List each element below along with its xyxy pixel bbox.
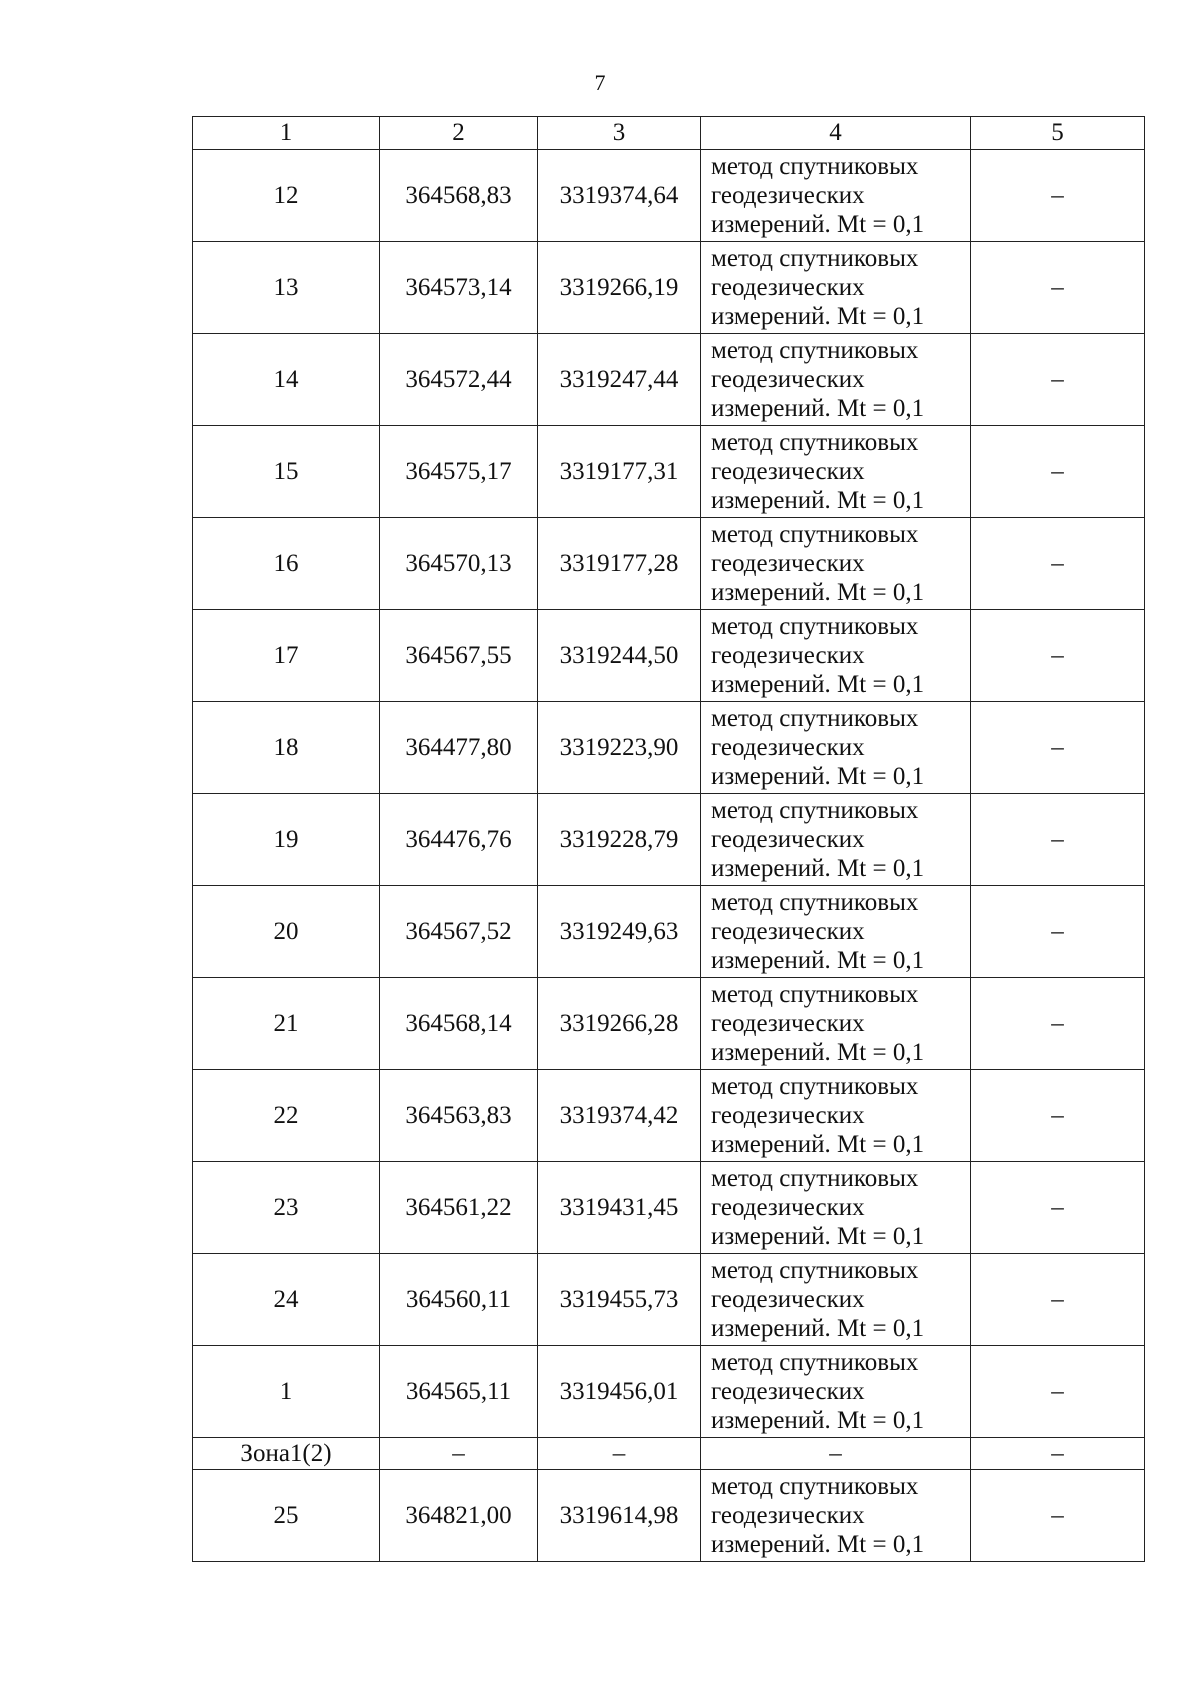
method-cell: [701, 978, 971, 1070]
method-cell: [701, 518, 971, 610]
method-line: измерений. Mt = 0,1: [711, 211, 925, 238]
method-line: метод спутниковых: [711, 337, 919, 364]
method-line: метод спутниковых: [711, 153, 919, 180]
note-cell: –: [971, 334, 1145, 426]
coordinates-table: [192, 116, 1145, 1562]
note-cell: –: [971, 426, 1145, 518]
note-cell: –: [971, 1162, 1145, 1254]
method-line: измерений. Mt = 0,1: [711, 1531, 925, 1558]
method-line: измерений. Mt = 0,1: [711, 1223, 925, 1250]
method-line: измерений. Mt = 0,1: [711, 671, 925, 698]
page-number: 7: [594, 70, 606, 95]
method-line: геодезических: [711, 1502, 865, 1529]
x-coordinate-cell: 364575,17: [380, 426, 538, 518]
y-coordinate-cell: –: [538, 1438, 701, 1470]
point-number-cell: 17: [193, 610, 380, 702]
method-line: метод спутниковых: [711, 1073, 919, 1100]
method-line: метод спутниковых: [711, 797, 919, 824]
note-cell: –: [971, 150, 1145, 242]
table-row: [193, 1346, 1145, 1438]
x-coordinate-cell: 364572,44: [380, 334, 538, 426]
table-row: [193, 610, 1145, 702]
method-line: метод спутниковых: [711, 245, 919, 272]
method-line: измерений. Mt = 0,1: [711, 855, 925, 882]
x-coordinate-cell: 364565,11: [380, 1346, 538, 1438]
method-line: метод спутниковых: [711, 889, 919, 916]
x-coordinate-cell: 364560,11: [380, 1254, 538, 1346]
method-line: измерений. Mt = 0,1: [711, 1315, 925, 1342]
note-cell: –: [971, 794, 1145, 886]
method-line: измерений. Mt = 0,1: [711, 1407, 925, 1434]
y-coordinate-cell: 3319228,79: [538, 794, 701, 886]
point-number-cell: 16: [193, 518, 380, 610]
method-cell: [701, 610, 971, 702]
method-line: метод спутниковых: [711, 1473, 919, 1500]
point-number-cell: 14: [193, 334, 380, 426]
y-coordinate-cell: 3319456,01: [538, 1346, 701, 1438]
table-row: [193, 794, 1145, 886]
method-line: геодезических: [711, 274, 865, 301]
table-row: [193, 1162, 1145, 1254]
method-cell: [701, 794, 971, 886]
method-line: измерений. Mt = 0,1: [711, 1039, 925, 1066]
method-cell: [701, 1070, 971, 1162]
point-number-cell: 21: [193, 978, 380, 1070]
x-coordinate-cell: –: [380, 1438, 538, 1470]
note-cell: –: [971, 1070, 1145, 1162]
method-line: метод спутниковых: [711, 705, 919, 732]
column-header-5: 5: [971, 117, 1145, 150]
method-line: измерений. Mt = 0,1: [711, 947, 925, 974]
note-cell: –: [971, 242, 1145, 334]
table-row: [193, 150, 1145, 242]
y-coordinate-cell: 3319244,50: [538, 610, 701, 702]
method-line: геодезических: [711, 366, 865, 393]
y-coordinate-cell: 3319455,73: [538, 1254, 701, 1346]
y-coordinate-cell: 3319374,42: [538, 1070, 701, 1162]
method-cell: [701, 1162, 971, 1254]
note-cell: –: [971, 1470, 1145, 1562]
y-coordinate-cell: 3319223,90: [538, 702, 701, 794]
point-number-cell: 12: [193, 150, 380, 242]
method-line: геодезических: [711, 1194, 865, 1221]
column-header-1: 1: [193, 117, 380, 150]
method-line: измерений. Mt = 0,1: [711, 303, 925, 330]
point-number-cell: 15: [193, 426, 380, 518]
x-coordinate-cell: 364567,52: [380, 886, 538, 978]
y-coordinate-cell: 3319266,19: [538, 242, 701, 334]
method-line: геодезических: [711, 918, 865, 945]
method-line: измерений. Mt = 0,1: [711, 579, 925, 606]
point-number-cell: 25: [193, 1470, 380, 1562]
method-line: измерений. Mt = 0,1: [711, 395, 925, 422]
y-coordinate-cell: 3319431,45: [538, 1162, 701, 1254]
point-number-cell: 1: [193, 1346, 380, 1438]
point-number-cell: 13: [193, 242, 380, 334]
note-cell: –: [971, 1254, 1145, 1346]
method-line: геодезических: [711, 1286, 865, 1313]
method-cell: [701, 426, 971, 518]
y-coordinate-cell: 3319177,28: [538, 518, 701, 610]
method-line: измерений. Mt = 0,1: [711, 487, 925, 514]
method-cell: [701, 1254, 971, 1346]
method-line: метод спутниковых: [711, 1257, 919, 1284]
method-line: метод спутниковых: [711, 429, 919, 456]
method-cell: [701, 242, 971, 334]
column-header-2: 2: [380, 117, 538, 150]
zone-row: [193, 1438, 1145, 1470]
table-row: [193, 702, 1145, 794]
table-row: [193, 1470, 1145, 1562]
note-cell: –: [971, 978, 1145, 1070]
method-line: метод спутниковых: [711, 1349, 919, 1376]
method-line: геодезических: [711, 734, 865, 761]
note-cell: –: [971, 1438, 1145, 1470]
table-header: [193, 117, 1145, 150]
x-coordinate-cell: 364561,22: [380, 1162, 538, 1254]
method-line: метод спутниковых: [711, 1165, 919, 1192]
method-cell: [701, 1470, 971, 1562]
table-row: [193, 1070, 1145, 1162]
table-row: [193, 978, 1145, 1070]
point-number-cell: Зона1(2): [193, 1438, 380, 1470]
column-header-3: 3: [538, 117, 701, 150]
method-line: геодезических: [711, 182, 865, 209]
method-line: геодезических: [711, 1378, 865, 1405]
method-cell: [701, 886, 971, 978]
method-line: метод спутниковых: [711, 981, 919, 1008]
table-row: [193, 426, 1145, 518]
note-cell: –: [971, 1346, 1145, 1438]
y-coordinate-cell: 3319374,64: [538, 150, 701, 242]
point-number-cell: 18: [193, 702, 380, 794]
y-coordinate-cell: 3319249,63: [538, 886, 701, 978]
table-row: [193, 886, 1145, 978]
x-coordinate-cell: 364568,14: [380, 978, 538, 1070]
method-line: геодезических: [711, 458, 865, 485]
method-line: –: [829, 1440, 842, 1467]
x-coordinate-cell: 364568,83: [380, 150, 538, 242]
y-coordinate-cell: 3319266,28: [538, 978, 701, 1070]
method-line: геодезических: [711, 642, 865, 669]
method-line: метод спутниковых: [711, 613, 919, 640]
header-row: [193, 117, 1145, 150]
table-row: [193, 518, 1145, 610]
method-line: геодезических: [711, 550, 865, 577]
column-header-4: 4: [701, 117, 971, 150]
table-body: [193, 150, 1145, 1562]
method-cell: [701, 1346, 971, 1438]
note-cell: –: [971, 518, 1145, 610]
method-cell: [701, 702, 971, 794]
method-line: геодезических: [711, 1010, 865, 1037]
point-number-cell: 22: [193, 1070, 380, 1162]
x-coordinate-cell: 364477,80: [380, 702, 538, 794]
x-coordinate-cell: 364476,76: [380, 794, 538, 886]
method-cell: [701, 334, 971, 426]
point-number-cell: 19: [193, 794, 380, 886]
point-number-cell: 20: [193, 886, 380, 978]
method-line: геодезических: [711, 1102, 865, 1129]
x-coordinate-cell: 364570,13: [380, 518, 538, 610]
note-cell: –: [971, 886, 1145, 978]
y-coordinate-cell: 3319247,44: [538, 334, 701, 426]
point-number-cell: 23: [193, 1162, 380, 1254]
method-line: геодезических: [711, 826, 865, 853]
x-coordinate-cell: 364567,55: [380, 610, 538, 702]
note-cell: –: [971, 610, 1145, 702]
method-cell: [701, 150, 971, 242]
method-line: метод спутниковых: [711, 521, 919, 548]
table-row: [193, 1254, 1145, 1346]
method-line: измерений. Mt = 0,1: [711, 763, 925, 790]
table-row: [193, 334, 1145, 426]
y-coordinate-cell: 3319614,98: [538, 1470, 701, 1562]
method-cell: [701, 1438, 971, 1470]
point-number-cell: 24: [193, 1254, 380, 1346]
y-coordinate-cell: 3319177,31: [538, 426, 701, 518]
x-coordinate-cell: 364821,00: [380, 1470, 538, 1562]
x-coordinate-cell: 364573,14: [380, 242, 538, 334]
note-cell: –: [971, 702, 1145, 794]
method-line: измерений. Mt = 0,1: [711, 1131, 925, 1158]
table-row: [193, 242, 1145, 334]
x-coordinate-cell: 364563,83: [380, 1070, 538, 1162]
